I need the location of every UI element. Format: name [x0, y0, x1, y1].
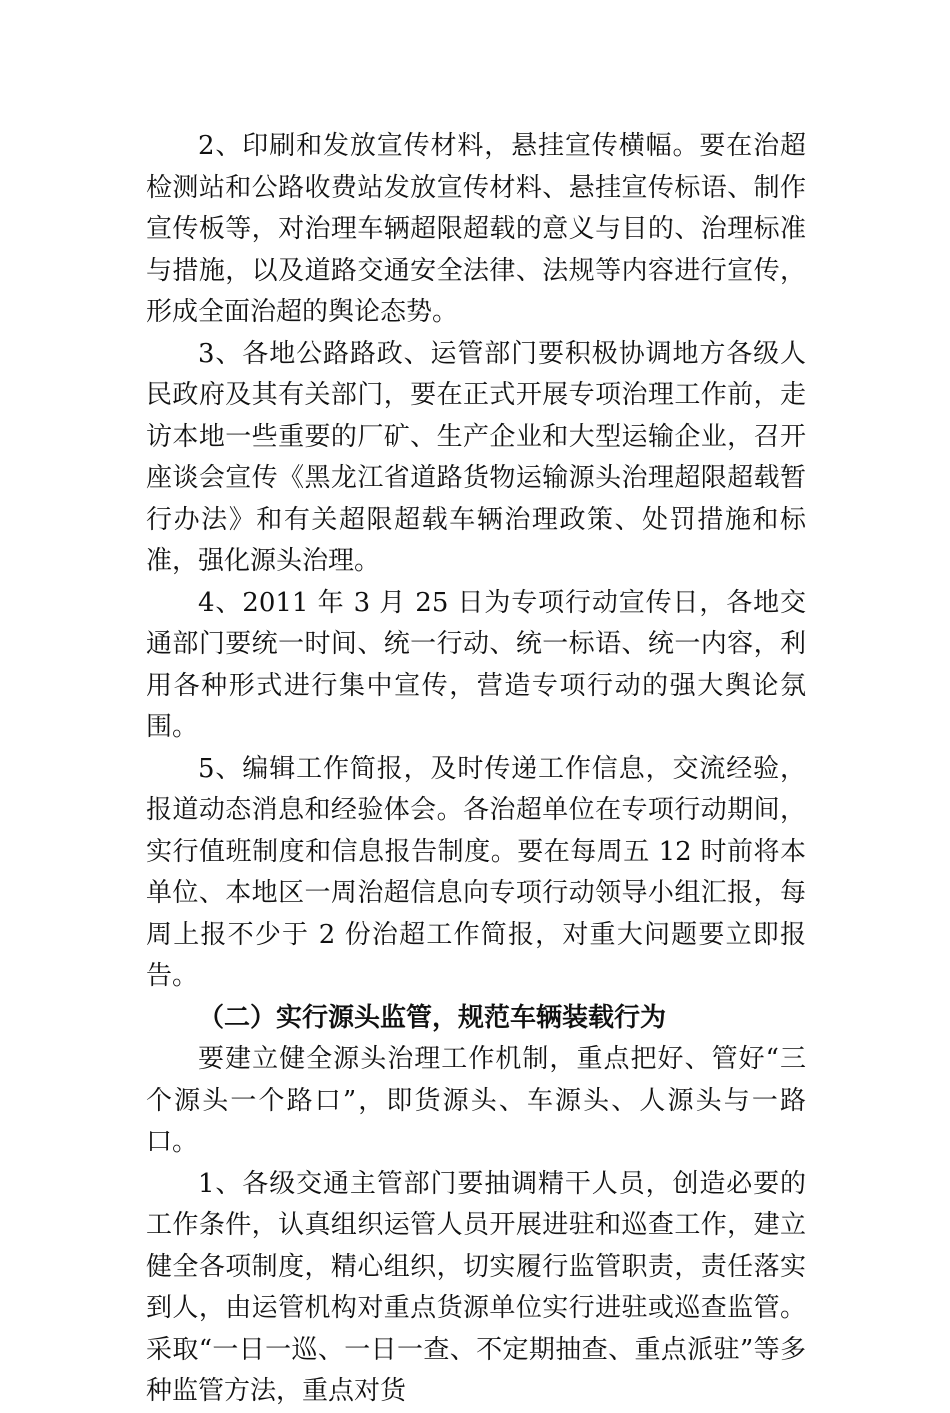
paragraph-intro: 要建立健全源头治理工作机制，重点把好、管好“三个源头一个路口”，即货源头、车源头、人源头与一路口。 [146, 1044, 806, 1157]
paragraph-item-4: 4、2011 年 3 月 25 日为专项行动宣传日，各地交通部门要统一时间、统一行动、统一标语、统一内容，利用各种形式进行集中宣传，营造专项行动的强大舆论氛围。 [146, 587, 806, 742]
paragraph-item-2: 2、印刷和发放宣传材料，悬挂宣传横幅。要在治超检测站和公路收费站发放宣传材料、悬挂宣传标语、制作宣传板等，对治理车辆超限超载的意义与目的、治理标准与措施，以及道路交通安全法律、法规等内容进行宣传，形成全面治超的舆论态势。 [146, 131, 806, 327]
paragraph-item-3: 3、各地公路路政、运管部门要积极协调地方各级人民政府及其有关部门，要在正式开展专项治理工作前，走访本地一些重要的厂矿、生产企业和大型运输企业，召开座谈会宣传《黑龙江省道路货物运输源头治理超限超载暂行办法》和有关超限超载车辆治理政策、处罚措施和标准，强化源头治理。 [146, 338, 806, 576]
section-heading: （二）实行源头监管，规范车辆装载行为 [198, 1002, 667, 1033]
paragraph-item-5: 5、编辑工作简报，及时传递工作信息，交流经验，报道动态消息和经验体会。各治超单位在专项行动期间，实行值班制度和信息报告制度。要在每周五 12 时前将本单位、本地区一周治超信息向专项行动领导小组汇报，每周上报不少于 2 份治超工作简报，对重大问题要立即报告。 [146, 753, 806, 991]
paragraph-item-1: 1、各级交通主管部门要抽调精干人员，创造必要的工作条件，认真组织运管人员开展进驻和巡查工作，建立健全各项制度，精心组织，切实履行监管职责，责任落实到人，由运管机构对重点货源单位实行进驻或巡查监管。采取“一日一巡、一日一查、不定期抽查、重点派驻”等多种监管方法，重点对货 [146, 1168, 806, 1406]
document-body [146, 126, 806, 1413]
